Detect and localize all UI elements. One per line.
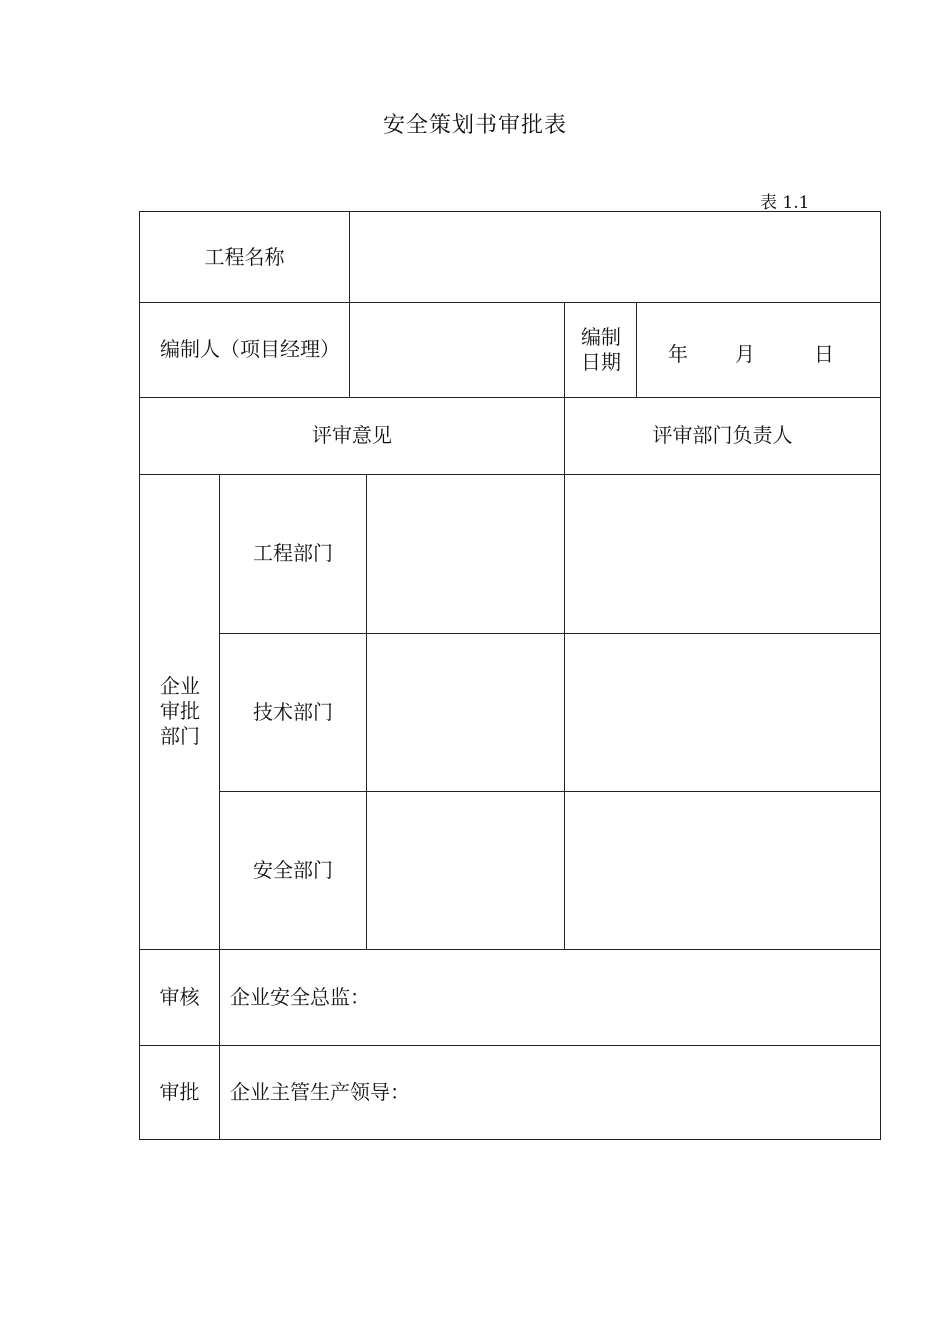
reviewer-header: 评审部门负责人	[652, 423, 793, 447]
dept-technical-label: 技术部门	[253, 699, 333, 724]
approval-form-table	[139, 211, 881, 1140]
prepare-date-field[interactable]	[637, 302, 880, 397]
project-name-label: 工程名称	[204, 244, 285, 269]
page-title: 安全策划书审批表	[382, 113, 567, 138]
dept-safety-opinion[interactable]	[367, 791, 564, 949]
preparer-label: 编制人（项目经理）	[160, 337, 340, 361]
date-day: 日	[814, 342, 834, 366]
dept-engineering-opinion[interactable]	[367, 474, 564, 633]
audit-signature-field[interactable]: 企业安全总监：	[230, 984, 370, 1009]
table-number: 表 1.1	[760, 193, 810, 213]
prepare-date-label: 编制日期	[581, 324, 621, 374]
preparer-field[interactable]	[350, 302, 564, 397]
dept-technical-responsible[interactable]	[565, 633, 880, 791]
dept-safety-responsible[interactable]	[565, 791, 880, 949]
date-year: 年	[668, 342, 688, 366]
date-month: 月	[735, 342, 755, 366]
approval-dept-label: 企业审批部门	[160, 674, 200, 748]
project-name-field[interactable]	[350, 212, 880, 302]
approve-label: 审批	[159, 1079, 200, 1104]
review-opinion-header: 评审意见	[312, 423, 392, 447]
dept-technical-opinion[interactable]	[367, 633, 564, 791]
approve-signature-field[interactable]: 企业主管生产领导：	[230, 1079, 410, 1104]
dept-safety-label: 安全部门	[253, 857, 333, 882]
dept-engineering-label: 工程部门	[253, 541, 333, 565]
dept-engineering-responsible[interactable]	[565, 474, 880, 633]
audit-label: 审核	[159, 984, 200, 1009]
